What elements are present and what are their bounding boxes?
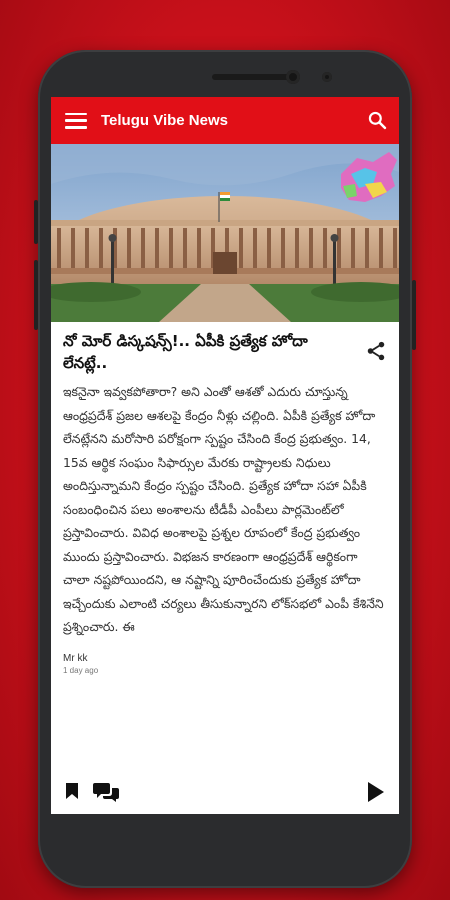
app-title: Telugu Vibe News	[101, 112, 228, 129]
headline-row	[51, 322, 399, 374]
menu-icon[interactable]	[65, 113, 87, 129]
share-icon[interactable]	[365, 340, 387, 362]
side-button	[34, 200, 38, 244]
side-button	[34, 260, 38, 330]
bookmark-icon[interactable]	[65, 782, 79, 800]
front-camera	[286, 70, 300, 84]
app-bar	[51, 97, 399, 144]
side-button	[412, 280, 416, 350]
article-body: ఇకనైనా ఇవ్వకపోతారా? అని ఎంతో ఆశతో ఎదురు చూస్తున్న ఆంధ్రప్రదేశ్ ప్రజల ఆశలపై కేంద్రం నీళ్లు చల్లింది. ఏపీకి ప్రత్యేక హోదా లేనట్లేనని మరోసారి పరోక్షంగా స్పష్టం చేసింది కేంద్ర ప్రభుత్వం. 14, 15వ ఆర్థిక సంఘం సిఫార్సుల మేరకు రాష్ట్రాలకు నిధులు అందిస్తున్నామని కేంద్రం స్పష్టం చేసింది. ప్రత్యేక హోదా సహా ఏపీకి సంబంధించిన పలు అంశాలను టీడీపీ ఎంపీలు పార్లమెంట్‌లో ప్రస్తావించారు. వివిధ అంశాలపై ప్రశ్నల రూపంలో కేంద్ర ప్రభుత్వం ముందు ప్రస్తావించారు. విభజన కారణంగా ఆంధ్రప్రదేశ్ ఆర్థికంగా చాలా నష్టపోయిందని, ఆ నష్టాన్ని పూరించేందుకు ప్రత్యేక హోదా ఇచ్చేందుకు ఎలాంటి చర్యలు తీసుకున్నారని లోక్‌సభలో ఎంపీ కేశినేని ప్రశ్నించారు. ఈ	[63, 384, 384, 634]
article-author: Mr kk	[63, 652, 88, 664]
article-headline: నో మోర్ డిస్కషన్స్!.. ఏపీకి ప్రత్యేక హోదా లేనట్లే..	[63, 332, 308, 372]
article-timestamp: 1 day ago	[63, 665, 99, 675]
article-image	[51, 144, 399, 322]
play-icon[interactable]	[367, 781, 385, 803]
speaker-grille	[212, 74, 296, 80]
sensor	[322, 72, 332, 82]
comment-icon[interactable]	[93, 781, 119, 803]
app-screen	[51, 97, 399, 814]
article-actions-bar	[51, 770, 399, 814]
search-icon[interactable]	[367, 110, 387, 130]
